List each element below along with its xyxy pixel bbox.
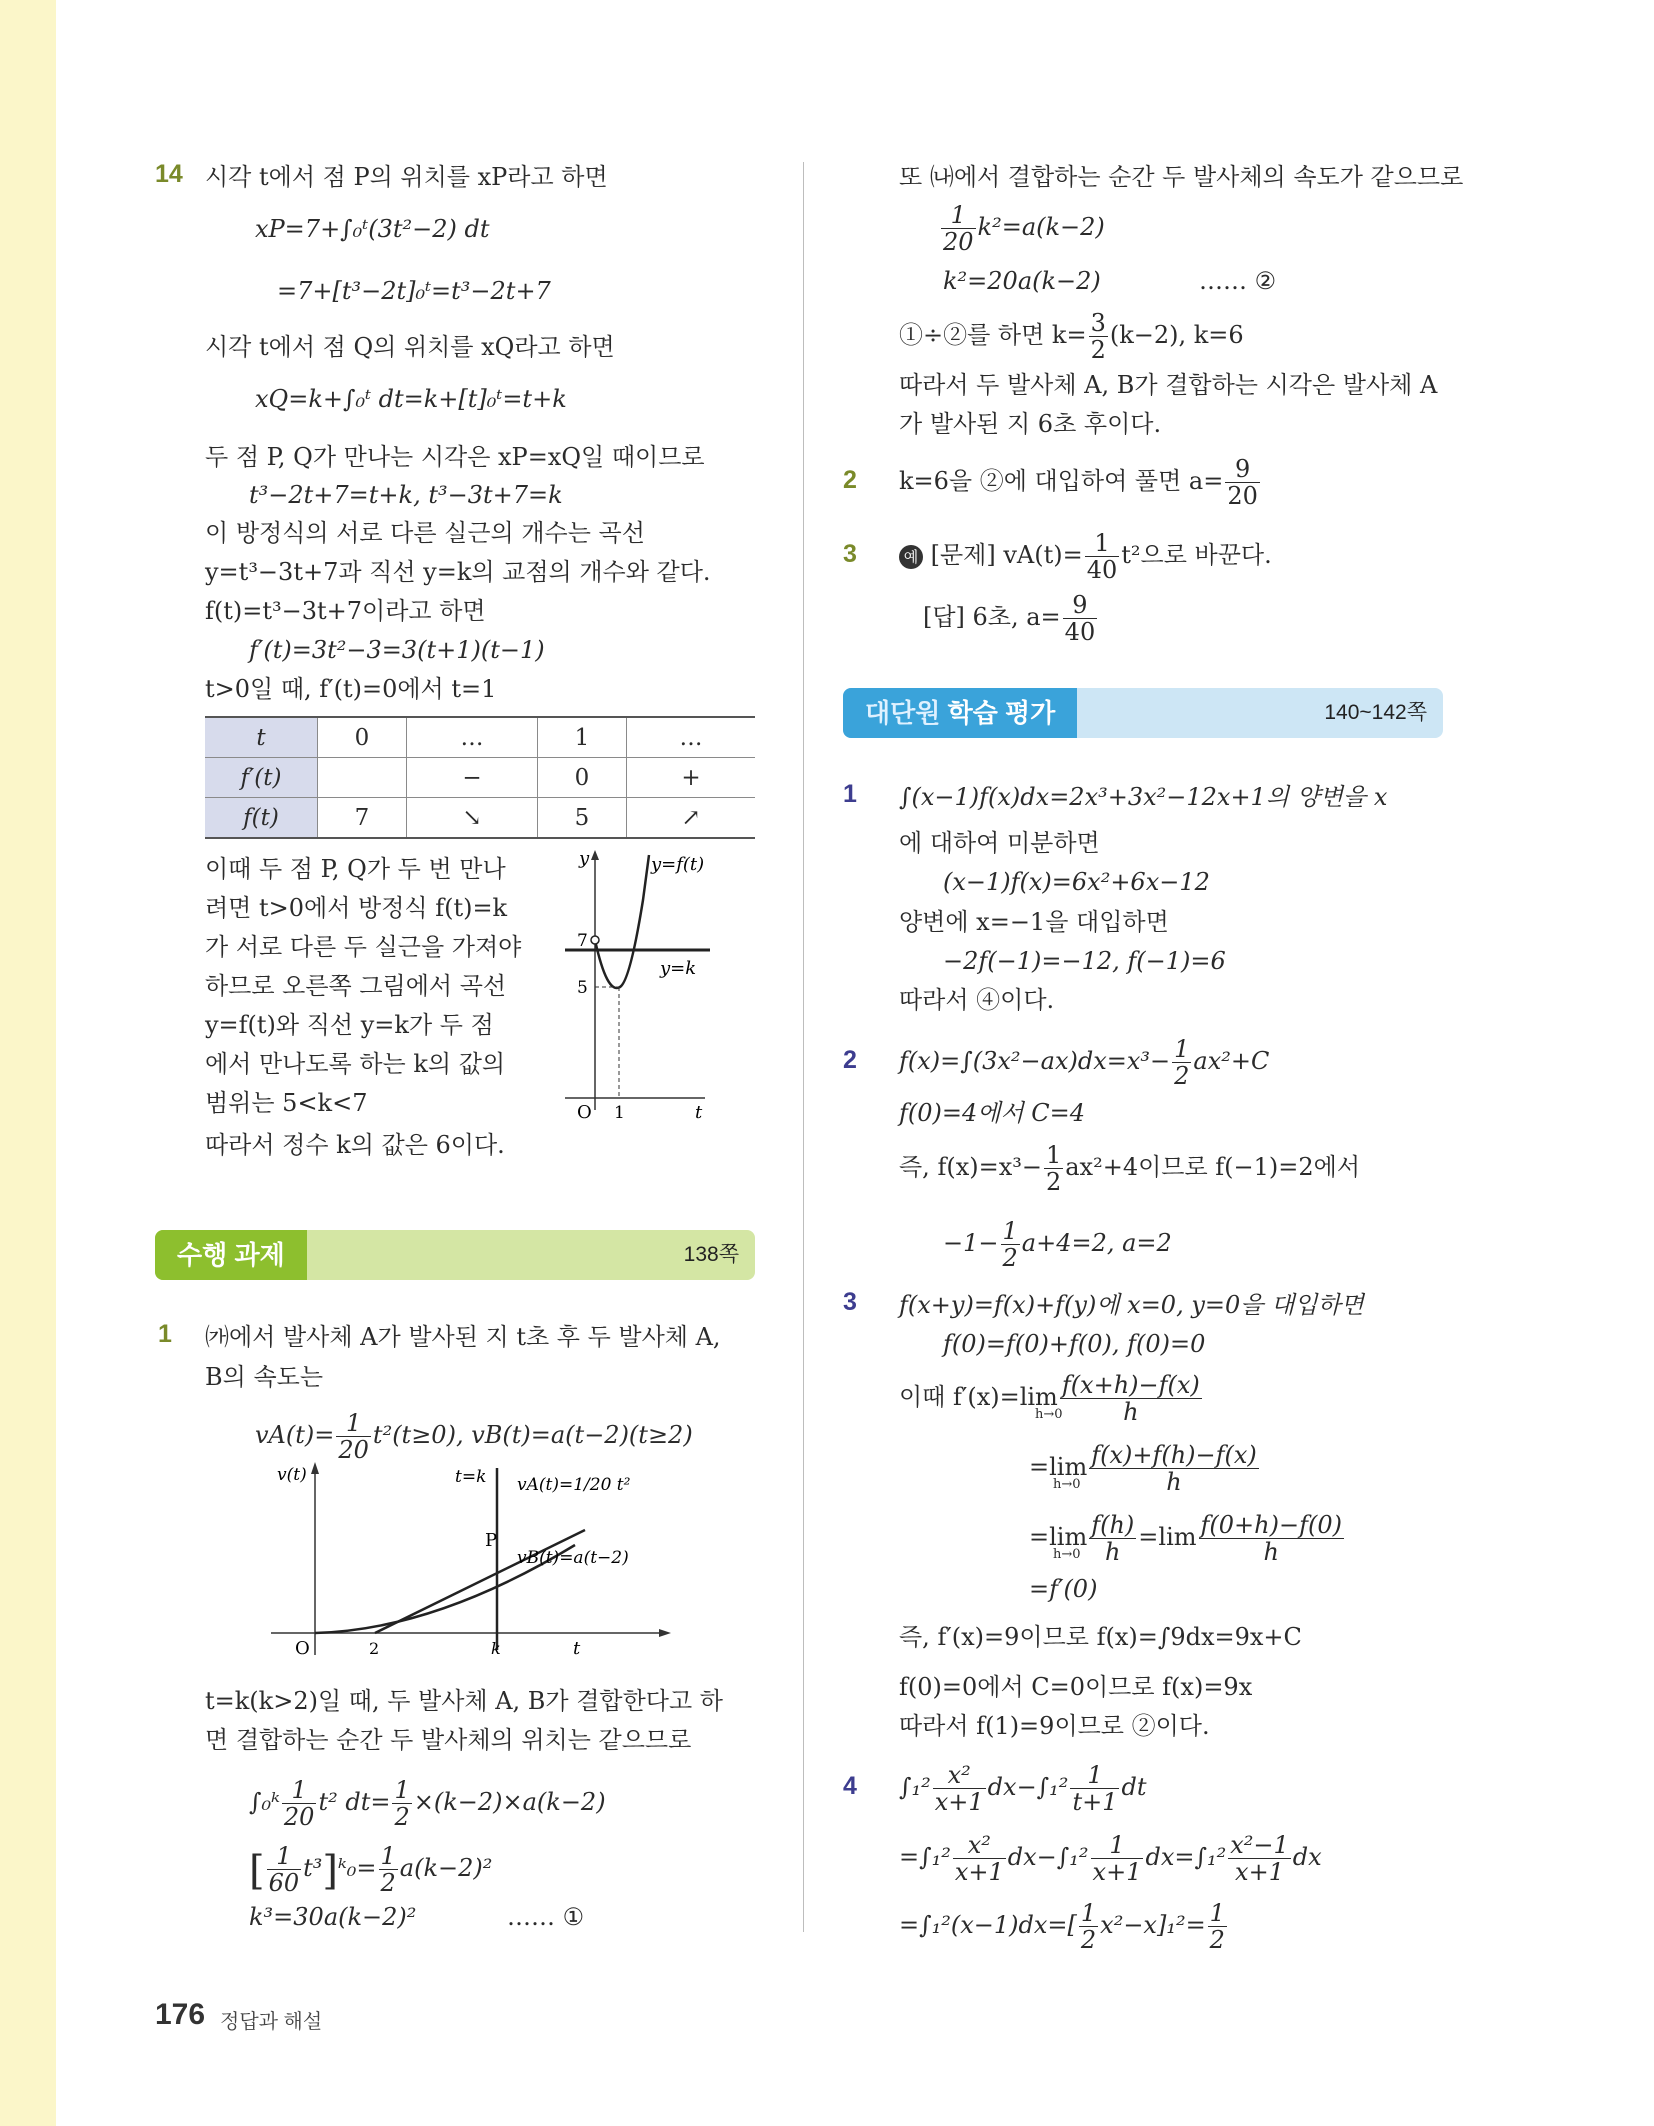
equation: f(0)=4에서 C=4	[899, 1099, 1085, 1127]
text-line: t>0일 때, f′(t)=0에서 t=1	[205, 675, 497, 703]
denominator: h	[1166, 1468, 1182, 1496]
eq-part: ×(k−2)×a(k−2)	[413, 1788, 606, 1816]
eq-part: k²=a(k−2)	[977, 213, 1105, 241]
denominator: 2	[394, 1803, 410, 1831]
section-banner	[843, 688, 1443, 738]
eq-part: a+4=2, a=2	[1021, 1229, 1172, 1257]
denominator: 60	[268, 1869, 300, 1897]
numerator: 1	[1045, 1141, 1062, 1169]
equation: k³=30a(k−2)²	[249, 1903, 417, 1931]
eq-part: −1−	[943, 1229, 999, 1257]
text-line: 에 대하여 미분하면	[899, 829, 1100, 857]
equation: xP=7+∫₀ᵗ(3t²−2) dt	[255, 215, 490, 243]
text-line: y=f(t)와 직선 y=k가 두 점	[205, 1011, 494, 1039]
table-cell: …	[406, 717, 537, 758]
eq-part: x²−x]₁²=	[1100, 1911, 1206, 1939]
t-axis-arrow	[659, 1629, 671, 1637]
eq-part: dx	[1292, 1843, 1322, 1871]
fraction	[1089, 1512, 1136, 1565]
equation: k²=20a(k−2)	[943, 267, 1101, 295]
eq-part: t²(t≥0), vB(t)=a(t−2)(t≥2)	[372, 1421, 693, 1449]
text-line: t=k(k>2)일 때, 두 발사체 A, B가 결합한다고 하	[205, 1687, 723, 1715]
table-cell: 5	[537, 798, 626, 839]
table-cell	[318, 758, 407, 798]
denominator: 40	[1064, 618, 1096, 646]
fraction	[1199, 1512, 1344, 1565]
numerator: 1	[1091, 1832, 1144, 1859]
equation-tag: …… ①	[507, 1903, 585, 1931]
eq-part: t³	[303, 1854, 323, 1882]
fraction	[1208, 1900, 1227, 1953]
cubic-curve	[595, 855, 649, 988]
equation: =7+[t³−2t]₀ᵗ=t³−2t+7	[277, 277, 551, 305]
eq-part: f(x)=∫(3x²−ax)dx=x³−	[899, 1047, 1171, 1075]
eq-part: ∫₀ᵏ	[249, 1788, 280, 1816]
bracket: ]	[322, 1848, 339, 1894]
eq-part: [문제] vA(t)=	[923, 541, 1083, 569]
limit-subscript: h→0	[1053, 1477, 1081, 1492]
table-cell: ↗	[626, 798, 755, 839]
table-row	[205, 758, 755, 798]
eq-part: dx−∫₁²	[987, 1773, 1069, 1801]
denominator: 20	[943, 228, 974, 256]
table-cell: f(t)	[205, 798, 318, 839]
tick-label: 7	[577, 931, 588, 951]
fraction	[1070, 1762, 1119, 1815]
eq-part: =∫₁²(x−1)dx=[	[899, 1911, 1077, 1939]
numerator: 9	[1063, 592, 1098, 619]
numerator: 1	[394, 1776, 410, 1804]
denominator: 2	[1090, 336, 1106, 364]
v-axis-arrow	[311, 1462, 319, 1474]
example-badge: 예	[899, 545, 923, 569]
text-line: 이 방정식의 서로 다른 실근의 개수는 곡선	[205, 519, 645, 547]
equation: 즉, f′(x)=9이므로 f(x)=∫9dx=9x+C	[899, 1623, 1302, 1651]
fraction	[379, 1843, 398, 1896]
text-line: 시각 t에서 점 P의 위치를 xP라고 하면	[205, 163, 608, 191]
numerator: 3	[1090, 309, 1106, 337]
exercise-number-3: 3	[843, 1288, 857, 1316]
eq-part: dt	[1121, 1773, 1147, 1801]
equation: f(x+y)=f(x)+f(y)에 x=0, y=0을 대입하면	[899, 1291, 1364, 1319]
denominator: 2	[380, 1869, 396, 1897]
numerator: 9	[1225, 456, 1260, 483]
numerator: 1	[282, 1777, 317, 1804]
table-row	[205, 798, 755, 839]
table-cell: 0	[537, 758, 626, 798]
eq-part: ax²+4이므로 f(−1)=2에서	[1065, 1153, 1361, 1181]
table-cell: …	[626, 717, 755, 758]
text-line: B의 속도는	[205, 1363, 324, 1391]
table-cell: +	[626, 758, 755, 798]
label-vA: vA(t)=1/20 t²	[517, 1475, 631, 1495]
text-line: 시각 t에서 점 Q의 위치를 xQ라고 하면	[205, 333, 615, 361]
text-line: 려면 t>0에서 방정식 f(t)=k	[205, 894, 508, 922]
equation: ∫(x−1)f(x)dx=2x³+3x²−12x+1의 양변을 x	[899, 783, 1388, 811]
equation: t³−2t+7=t+k, t³−3t+7=k	[249, 481, 563, 509]
fraction	[1172, 1036, 1191, 1089]
numerator: 1	[1209, 1899, 1225, 1927]
banner-page-ref: 140~142쪽	[1324, 701, 1427, 724]
equation	[923, 592, 1099, 645]
eq-part: =lim	[1029, 1523, 1088, 1551]
text-line: 따라서 ④이다.	[899, 986, 1055, 1014]
text-line: 따라서 f(1)=9이므로 ②이다.	[899, 1712, 1210, 1740]
table-cell: −	[406, 758, 537, 798]
equation	[899, 1900, 1229, 1953]
table-cell: 7	[318, 798, 407, 839]
column-divider	[803, 162, 804, 1932]
equation: f(0)=f(0)+f(0), f(0)=0	[943, 1330, 1206, 1358]
fraction	[336, 1410, 371, 1463]
origin-label: O	[295, 1638, 310, 1659]
fraction	[1091, 1832, 1144, 1885]
exercise-number-2: 2	[843, 1046, 857, 1074]
limit-subscript: h→0	[1035, 1407, 1063, 1422]
table-cell: f′(t)	[205, 758, 318, 798]
table-cell: t	[205, 717, 318, 758]
denominator: 2	[1209, 1926, 1225, 1954]
eq-part: t² dt=	[318, 1788, 391, 1816]
sign-table	[205, 716, 755, 839]
line-vB	[375, 1530, 585, 1633]
fraction	[1225, 456, 1260, 509]
eq-part: =lim	[1138, 1523, 1197, 1551]
banner-page-ref: 138쪽	[683, 1243, 739, 1266]
equation	[899, 1036, 1269, 1089]
equation	[899, 530, 1272, 583]
equation: f(0)=0에서 C=0이므로 f(x)=9x	[899, 1673, 1253, 1701]
fraction	[1089, 1442, 1259, 1495]
problem-number-3: 3	[843, 540, 857, 568]
denominator: t+1	[1072, 1788, 1118, 1816]
fraction	[1085, 530, 1120, 583]
denominator: 2	[1174, 1062, 1190, 1090]
equation	[899, 456, 1262, 509]
text-line: 양변에 x=−1을 대입하면	[899, 908, 1169, 936]
numerator: 1	[1080, 1899, 1097, 1927]
numerator: x²−1	[1230, 1831, 1289, 1859]
numerator: f(x)+f(h)−f(x)	[1091, 1441, 1257, 1469]
denominator: x+1	[1235, 1858, 1284, 1886]
footer-label: 정답과 해설	[220, 2011, 323, 2033]
eq-part: ∫₁²	[899, 1773, 931, 1801]
numerator: 1	[380, 1842, 396, 1870]
eq-part: vA(t)=	[255, 1421, 335, 1449]
fraction	[1063, 592, 1098, 645]
eq-part: =∫₁²	[899, 1843, 951, 1871]
numerator: x²	[933, 1762, 986, 1789]
axis-label-x: t	[695, 1102, 703, 1120]
eq-part: k=6을 ②에 대입하여 풀면 a=	[899, 467, 1224, 495]
fraction	[1089, 310, 1108, 363]
numerator: 1	[1174, 1035, 1190, 1063]
fraction	[267, 1843, 302, 1896]
denominator: x+1	[934, 1788, 984, 1816]
denominator: x+1	[954, 1858, 1004, 1886]
velocity-graph	[265, 1460, 715, 1660]
equation	[899, 1762, 1146, 1815]
limit-subscript: h→0	[1053, 1547, 1081, 1562]
fraction	[933, 1762, 986, 1815]
banner-label-b: 학습 평가	[947, 698, 1056, 728]
exercise-number-1: 1	[843, 780, 857, 808]
equation: −2f(−1)=−12, f(−1)=6	[943, 947, 1226, 975]
fraction	[941, 202, 976, 255]
equation: f′(t)=3t²−3=3(t+1)(t−1)	[249, 636, 545, 664]
eq-part: dx=∫₁²	[1145, 1843, 1227, 1871]
eq-part: t²으로 바꾼다.	[1121, 541, 1272, 569]
tick-label: 1	[614, 1103, 625, 1120]
eq-part: (k−2), k=6	[1109, 321, 1244, 349]
equation	[939, 202, 1105, 255]
denominator: 20	[283, 1803, 315, 1831]
eq-part: =lim	[1029, 1453, 1088, 1481]
text-line: 가 발사된 지 6초 후이다.	[899, 410, 1162, 438]
text-line: 따라서 정수 k의 값은 6이다.	[205, 1131, 505, 1159]
banner-label	[843, 688, 1077, 738]
denominator: h	[1263, 1538, 1279, 1566]
eq-part: 이때 f′(x)=lim	[899, 1383, 1058, 1411]
numerator: f(h)	[1091, 1511, 1135, 1539]
tick-label: 2	[369, 1639, 380, 1658]
numerator: 1	[1070, 1762, 1119, 1789]
tick-label: 5	[577, 978, 588, 998]
page-margin-stripe	[0, 0, 56, 2126]
denominator: 40	[1086, 556, 1118, 584]
denominator: 2	[1080, 1926, 1097, 1954]
banner-label: 수행 과제	[155, 1230, 307, 1280]
text-line: 에서 만나도록 하는 k의 값의	[205, 1050, 506, 1078]
denominator: x+1	[1092, 1858, 1142, 1886]
fraction	[1079, 1900, 1098, 1953]
denominator: 2	[1045, 1168, 1062, 1196]
y-axis-arrow	[591, 850, 599, 860]
origin-label: O	[577, 1102, 592, 1120]
text-line: 가 서로 다른 두 실근을 가져야	[205, 933, 522, 961]
text-line: 면 결합하는 순간 두 발사체의 위치는 같으므로	[205, 1726, 692, 1754]
open-point	[591, 936, 599, 944]
text-line: 따라서 두 발사체 A, B가 결합하는 시각은 발사체 A	[899, 371, 1438, 399]
fraction	[282, 1777, 317, 1830]
section-banner	[155, 1230, 755, 1280]
table-cell: 0	[318, 717, 407, 758]
equation	[249, 1777, 606, 1830]
table-cell: 1	[537, 717, 626, 758]
fraction	[1044, 1142, 1063, 1195]
fraction	[392, 1777, 411, 1830]
text-line: f(t)=t³−3t+7이라고 하면	[205, 597, 486, 625]
denominator: h	[1123, 1398, 1139, 1426]
equation-tag: …… ②	[1199, 267, 1277, 295]
equation	[899, 1142, 1360, 1195]
equation	[899, 1832, 1322, 1885]
equation: =f′(0)	[1029, 1575, 1098, 1603]
table-cell: ↘	[406, 798, 537, 839]
numerator: 1	[941, 202, 976, 229]
denominator: 2	[1002, 1244, 1018, 1272]
denominator: 20	[338, 1436, 369, 1464]
bracket: [	[249, 1848, 265, 1894]
problem-number-14: 14	[155, 160, 183, 188]
curve-label: y=f(t)	[651, 854, 705, 875]
text-line: 범위는 5<k<7	[205, 1089, 368, 1117]
text-line: 또 ㈏에서 결합하는 순간 두 발사체의 속도가 같으므로	[899, 163, 1464, 191]
label-t-eq-k: t=k	[455, 1467, 487, 1487]
denominator: h	[1105, 1538, 1121, 1566]
eq-part: 즉, f(x)=x³−	[899, 1153, 1042, 1181]
numerator: f(x+h)−f(x)	[1061, 1371, 1200, 1399]
fraction	[1060, 1372, 1202, 1425]
equation	[899, 310, 1244, 363]
page-number: 176	[155, 1998, 206, 2031]
axis-label-v: v(t)	[277, 1465, 307, 1485]
numerator: 1	[267, 1843, 302, 1870]
line-label: y=k	[660, 958, 697, 979]
point-label-P: P	[485, 1530, 498, 1551]
axis-label-t: t	[573, 1638, 581, 1659]
banner-label-a: 대단원	[865, 698, 941, 728]
eq-part: dx−∫₁²	[1007, 1843, 1089, 1871]
text-line: 하므로 오른쪽 그림에서 곡선	[205, 972, 507, 1000]
eq-part: ᵏ₀=	[338, 1854, 377, 1882]
eq-part: ①÷②를 하면 k=	[899, 321, 1087, 349]
problem-number-2: 2	[843, 466, 857, 494]
numerator: x²	[953, 1832, 1006, 1859]
exercise-number-4: 4	[843, 1772, 857, 1800]
fraction	[1228, 1832, 1291, 1885]
text-line: y=t³−3t+7과 직선 y=k의 교점의 개수와 같다.	[205, 558, 711, 586]
text-line: 두 점 P, Q가 만나는 시각은 xP=xQ일 때이므로	[205, 443, 705, 471]
equation	[943, 1218, 1172, 1271]
tick-label: k	[491, 1639, 501, 1658]
text-line: 이때 두 점 P, Q가 두 번 만나	[205, 855, 506, 883]
axis-label-y: y	[579, 850, 590, 869]
numerator: 1	[1002, 1217, 1018, 1245]
fraction	[1001, 1218, 1020, 1271]
equation: xQ=k+∫₀ᵗ dt=k+[t]₀ᵗ=t+k	[255, 385, 567, 413]
eq-part: [답] 6초, a=	[923, 603, 1061, 631]
denominator: 20	[1227, 482, 1258, 510]
fraction	[953, 1832, 1006, 1885]
table-row	[205, 717, 755, 758]
numerator: 1	[336, 1410, 371, 1437]
equation: (x−1)f(x)=6x²+6x−12	[943, 868, 1210, 896]
numerator: 1	[1085, 530, 1120, 557]
cubic-graph	[555, 850, 715, 1120]
equation	[249, 1843, 492, 1896]
numerator: f(0+h)−f(0)	[1200, 1511, 1342, 1539]
problem-number-1: 1	[158, 1320, 172, 1348]
eq-part: a(k−2)²	[399, 1854, 493, 1882]
eq-part: ax²+C	[1193, 1047, 1270, 1075]
text-line: ㈎에서 발사체 A가 발사된 지 t초 후 두 발사체 A,	[205, 1323, 721, 1351]
label-vB: vB(t)=a(t−2)	[517, 1548, 629, 1568]
equation	[255, 1410, 693, 1463]
